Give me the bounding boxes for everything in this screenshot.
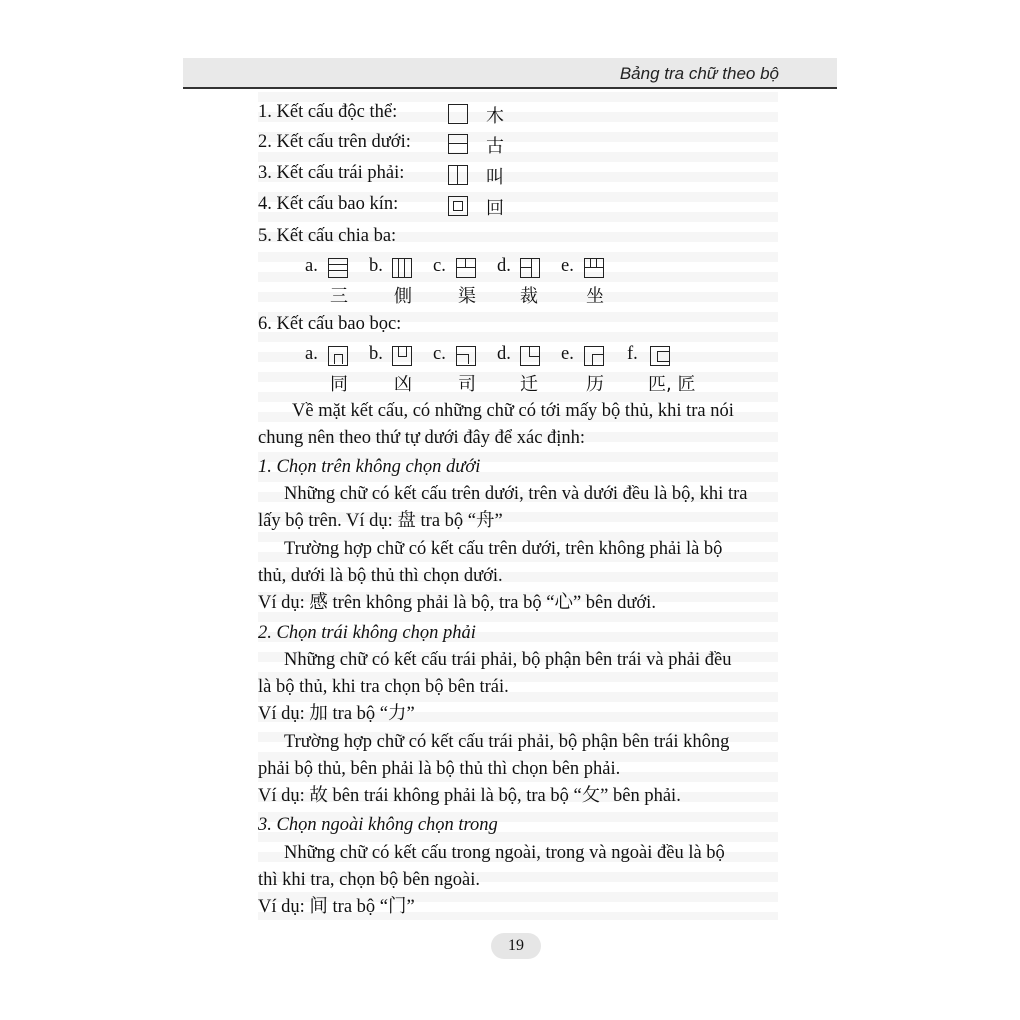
- option-letter: e.: [561, 256, 574, 276]
- rule-text: Trường hợp chữ có kết cấu trái phải, bộ phận bên trái không: [284, 732, 730, 752]
- rule-heading: 3. Chọn ngoài không chọn trong: [258, 815, 498, 835]
- example-text: Ví dụ: 故 bên trái không phải là bộ, tra bộ “攵” bên phải.: [258, 786, 681, 806]
- example-char: 司: [458, 374, 476, 395]
- rule-text: Những chữ có kết cấu trong ngoài, trong và ngoài đều là bộ: [284, 843, 725, 863]
- example-char: 历: [586, 374, 604, 395]
- top-bottom-box-icon: [448, 134, 468, 154]
- structure-label: 3. Kết cấu trái phải:: [258, 163, 405, 183]
- left-top-surround-box-icon: [584, 346, 604, 366]
- option-letter: c.: [433, 256, 446, 276]
- intro-paragraph: Về mặt kết cấu, có những chữ có tới mấy bộ thủ, khi tra nói: [292, 401, 734, 421]
- example-char: 凶: [394, 374, 412, 395]
- example-text: Ví dụ: 加 tra bộ “力”: [258, 704, 415, 724]
- example-text: Ví dụ: 感 trên không phải là bộ, tra bộ “心” bên dưới.: [258, 593, 656, 613]
- three-row-box-icon: [328, 258, 348, 278]
- example-char: 坐: [586, 286, 604, 307]
- right-top-surround-box-icon: [456, 346, 476, 366]
- option-letter: d.: [497, 256, 511, 276]
- header-title: Bảng tra chữ theo bộ: [619, 64, 779, 83]
- example-char: 匹, 匠: [648, 374, 696, 395]
- option-letter: c.: [433, 344, 446, 364]
- rule-heading: 1. Chọn trên không chọn dưới: [258, 457, 481, 477]
- intro-paragraph-cont: chung nên theo thứ tự dưới đây để xác định:: [258, 428, 586, 448]
- option-letter: a.: [305, 344, 318, 364]
- example-char: 渠: [458, 286, 476, 307]
- structure-label: 2. Kết cấu trên dưới:: [258, 132, 411, 152]
- rule-text: thì khi tra, chọn bộ bên ngoài.: [258, 870, 480, 890]
- example-char: 古: [486, 136, 504, 157]
- example-char: 同: [330, 374, 348, 395]
- rule-text: Những chữ có kết cấu trên dưới, trên và dưới đều là bộ, khi tra: [284, 484, 748, 504]
- option-letter: e.: [561, 344, 574, 364]
- structure-label: 4. Kết cấu bao kín:: [258, 194, 399, 214]
- single-box-icon: [448, 104, 468, 124]
- example-char: 木: [486, 106, 504, 127]
- example-text: Ví dụ: 间 tra bộ “门”: [258, 897, 415, 917]
- running-header: [183, 58, 837, 89]
- rule-text: là bộ thủ, khi tra chọn bộ bên trái.: [258, 677, 509, 697]
- example-char: 裁: [520, 286, 538, 307]
- example-char: 迁: [520, 374, 538, 395]
- rule-text: phải bộ thủ, bên phải là bộ thủ thì chọn bên phải.: [258, 759, 621, 779]
- option-letter: b.: [369, 344, 383, 364]
- rule-text: Trường hợp chữ có kết cấu trên dưới, trên không phải là bộ: [284, 539, 723, 559]
- structure-label: 1. Kết cấu độc thể:: [258, 102, 398, 122]
- option-letter: b.: [369, 256, 383, 276]
- example-char: 回: [486, 198, 504, 219]
- bottom-surround-box-icon: [392, 346, 412, 366]
- page-number: 19: [491, 933, 541, 959]
- bottom-split-box-icon: [584, 258, 604, 278]
- three-column-box-icon: [392, 258, 412, 278]
- enclosed-box-icon: [448, 196, 468, 216]
- left-right-box-icon: [448, 165, 468, 185]
- example-char: 三: [330, 286, 348, 307]
- example-char: 叫: [486, 167, 504, 188]
- option-letter: f.: [627, 344, 638, 364]
- option-letter: a.: [305, 256, 318, 276]
- left-bottom-surround-box-icon: [520, 346, 540, 366]
- top-surround-box-icon: [328, 346, 348, 366]
- corner-split-box-icon: [520, 258, 540, 278]
- rule-text: Những chữ có kết cấu trái phải, bộ phận bên trái và phải đều: [284, 650, 732, 670]
- rule-text: lấy bộ trên. Ví dụ: 盘 tra bộ “舟”: [258, 511, 503, 531]
- left-surround-box-icon: [650, 346, 670, 366]
- rule-heading: 2. Chọn trái không chọn phải: [258, 623, 476, 643]
- option-letter: d.: [497, 344, 511, 364]
- three-part-label: 5. Kết cấu chia ba:: [258, 226, 397, 246]
- surround-label: 6. Kết cấu bao bọc:: [258, 314, 402, 334]
- rule-text: thủ, dưới là bộ thủ thì chọn dưới.: [258, 566, 503, 586]
- top-split-box-icon: [456, 258, 476, 278]
- example-char: 側: [394, 286, 412, 307]
